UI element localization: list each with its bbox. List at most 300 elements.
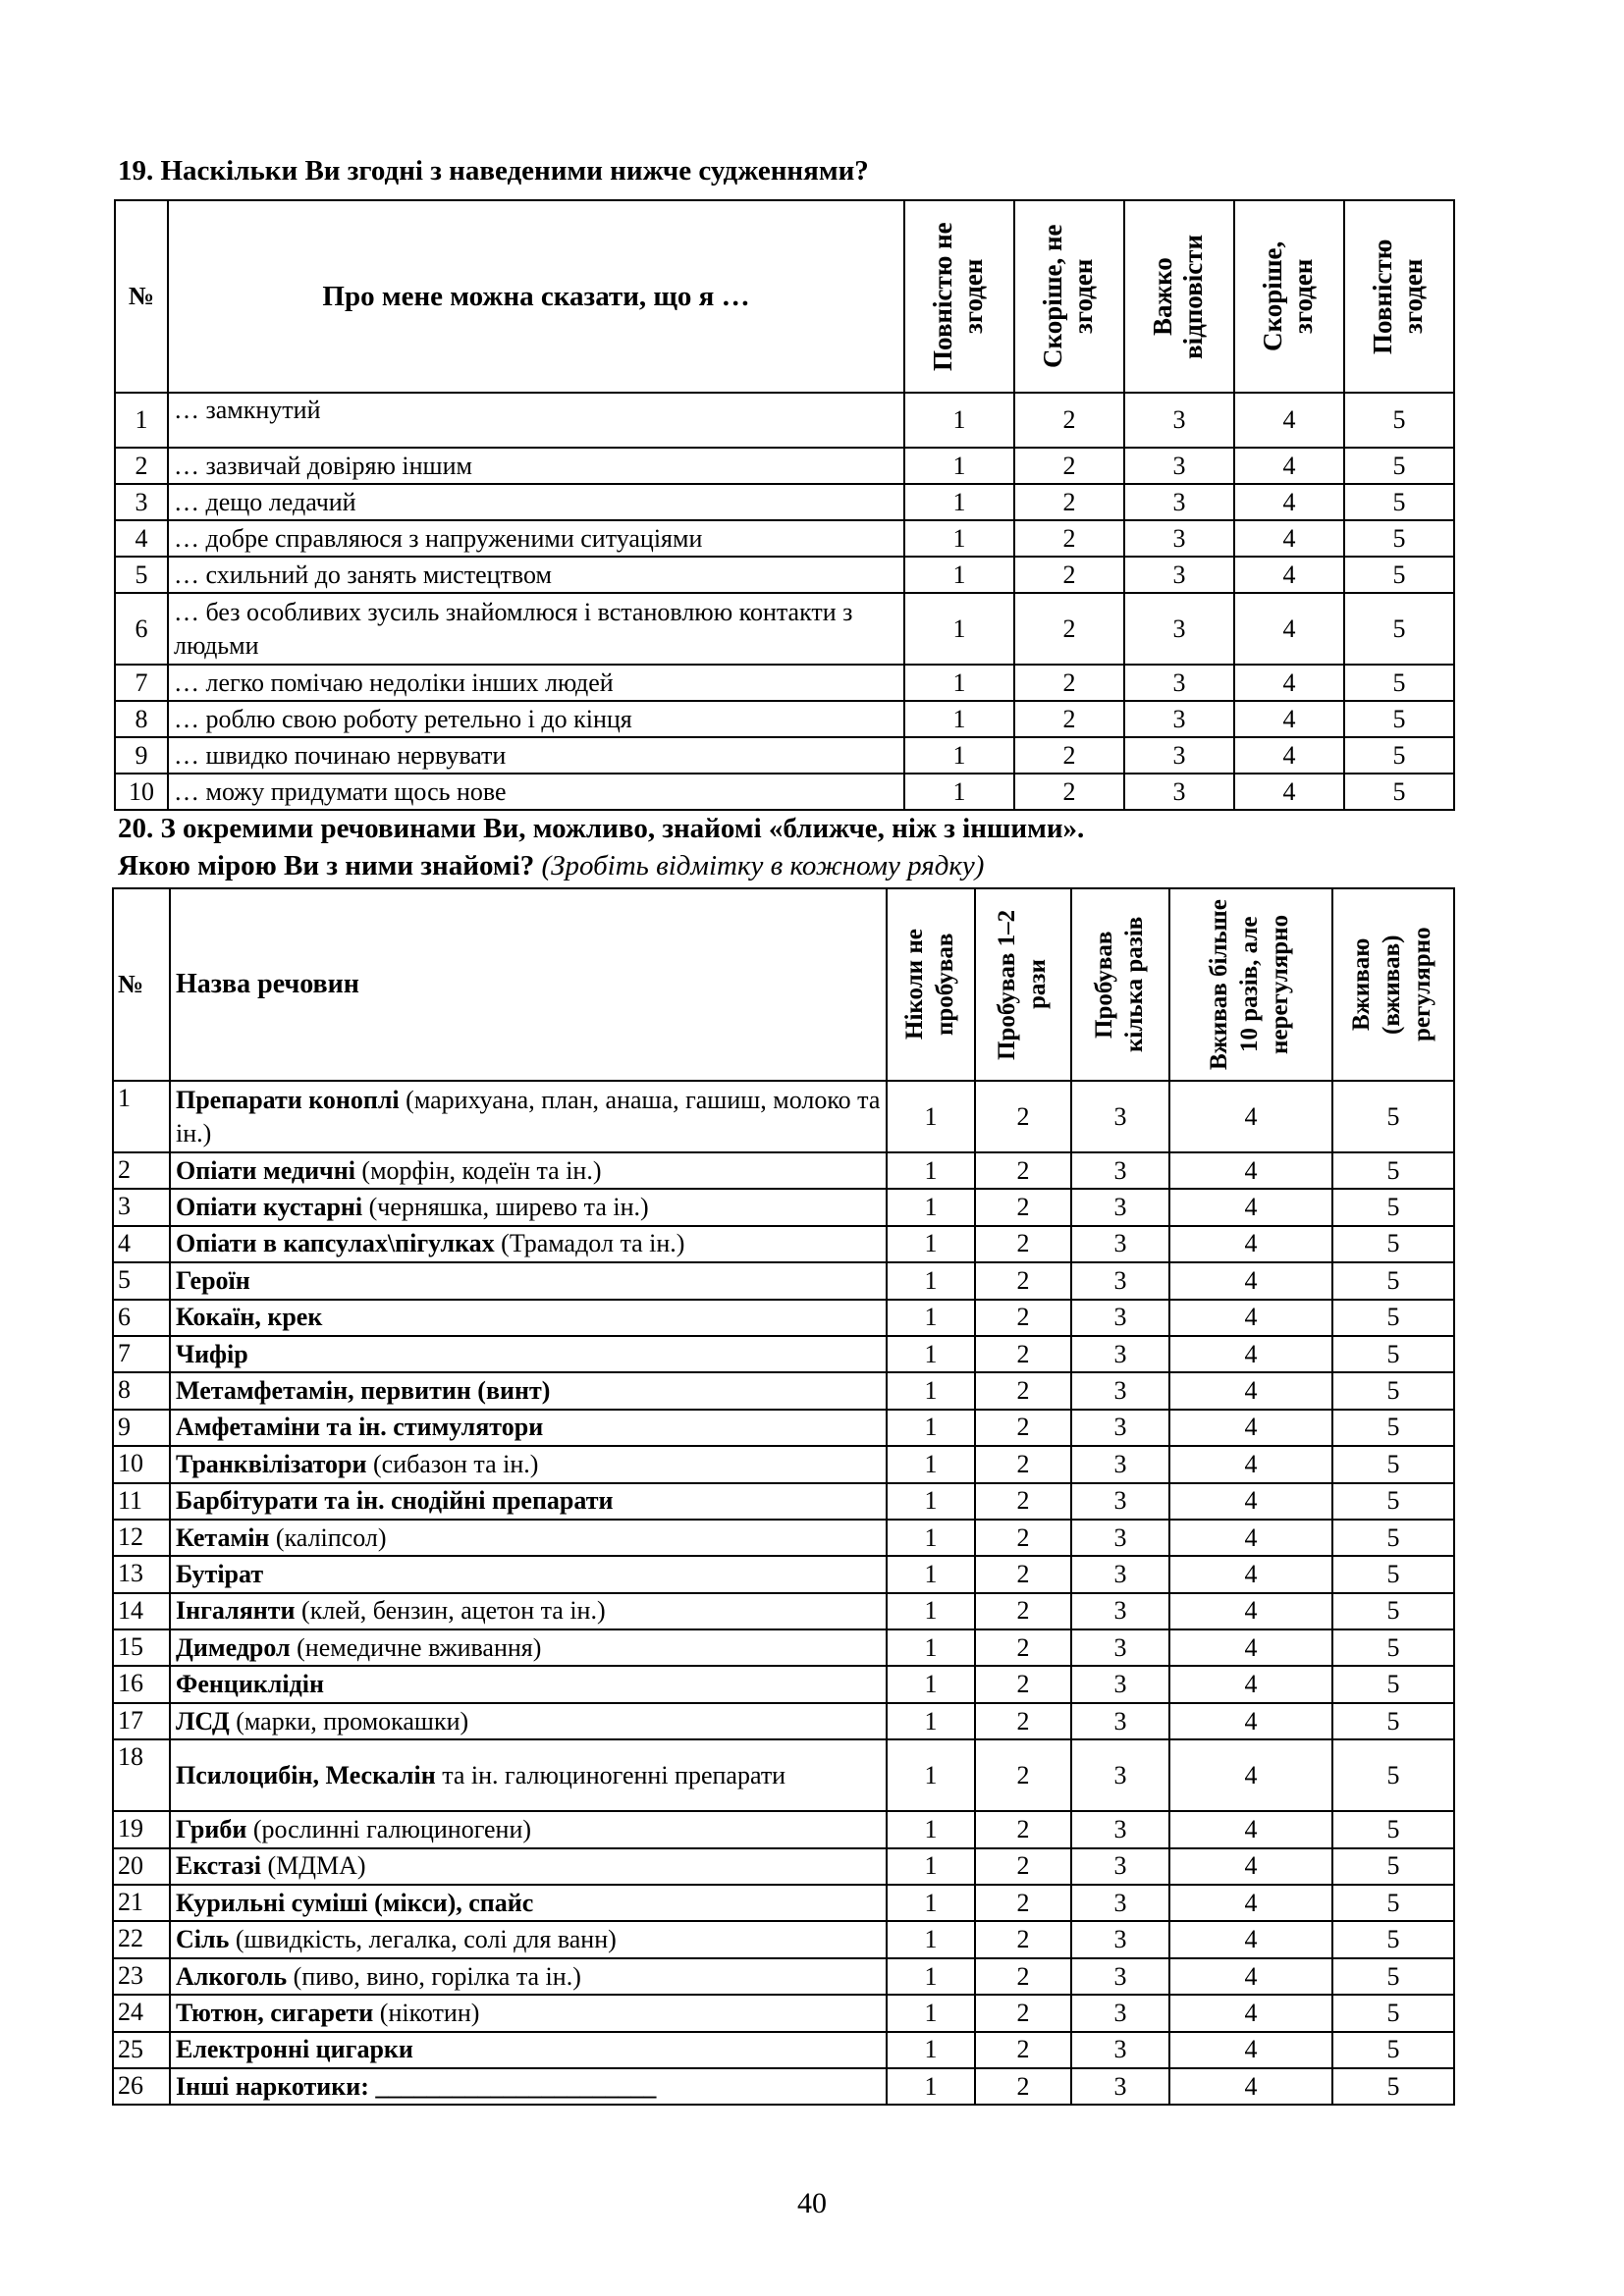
q19-row-statement: … швидко починаю нервувати [168, 737, 904, 774]
q19-answer-option-5[interactable]: 5 [1344, 701, 1454, 737]
q20-row [113, 1739, 1454, 1811]
q20-answer-option-5[interactable]: 5 [1332, 1226, 1454, 1262]
q20-row-number: 17 [113, 1703, 170, 1739]
q19-answer-option-3[interactable]: 3 [1124, 448, 1234, 484]
q20-answer-option-2[interactable]: 2 [975, 1372, 1071, 1409]
q20-answer-option-1[interactable]: 1 [887, 1958, 975, 1995]
q20-answer-option-2[interactable]: 2 [975, 1848, 1071, 1885]
q20-answer-option-4[interactable]: 4 [1169, 1885, 1332, 1921]
q19-row [115, 593, 1454, 665]
q19-answer-option-5[interactable]: 5 [1344, 448, 1454, 484]
q20-substance-name: Курильні суміші (мікси), спайс [176, 1888, 534, 1917]
q20-row-number: 10 [113, 1446, 170, 1482]
q19-row [115, 557, 1454, 593]
page-number: 40 [797, 2187, 827, 2219]
q20-answer-option-3[interactable]: 3 [1071, 1189, 1169, 1225]
q19-answer-option-4[interactable]: 4 [1234, 701, 1344, 737]
q20-row-number: 15 [113, 1629, 170, 1666]
q19-answer-option-2[interactable]: 2 [1014, 774, 1124, 810]
q19-title: 19. Наскільки Ви згодні з наведеними нижче судженнями? [118, 155, 869, 187]
q20-row-substance [170, 1262, 887, 1299]
q20-answer-option-1[interactable]: 1 [887, 2032, 975, 2068]
q19-answer-option-3[interactable]: 3 [1124, 557, 1234, 593]
q20-answer-option-4[interactable]: 4 [1169, 1446, 1332, 1482]
q19-answer-option-2[interactable]: 2 [1014, 448, 1124, 484]
q20-answer-option-5[interactable]: 5 [1332, 1300, 1454, 1336]
q20-row-substance [170, 1556, 887, 1592]
q20-answer-option-5[interactable]: 5 [1332, 1262, 1454, 1299]
q19-row-statement: … добре справляюся з напруженими ситуаціями [168, 520, 904, 557]
q20-answer-option-1[interactable]: 1 [887, 1703, 975, 1739]
q19-answer-option-4[interactable]: 4 [1234, 737, 1344, 774]
q20-row [113, 1300, 1454, 1336]
q19-answer-option-3[interactable]: 3 [1124, 737, 1234, 774]
q20-answer-option-5[interactable]: 5 [1332, 1811, 1454, 1847]
q20-row [113, 1958, 1454, 1995]
q19-answer-option-5[interactable]: 5 [1344, 774, 1454, 810]
q20-answer-option-1[interactable]: 1 [887, 1520, 975, 1556]
q20-answer-option-4[interactable]: 4 [1169, 1189, 1332, 1225]
q20-row [113, 1995, 1454, 2031]
q20-substance-name: Амфетаміни та ін. стимулятори [176, 1413, 544, 1442]
q20-answer-option-1[interactable]: 1 [887, 1995, 975, 2031]
q19-row-statement: … замкнутий [168, 393, 904, 448]
q19-row-number: 7 [115, 665, 168, 701]
q20-answer-option-4[interactable]: 4 [1169, 1372, 1332, 1409]
q20-answer-option-1[interactable]: 1 [887, 1921, 975, 1957]
q19-answer-option-5[interactable]: 5 [1344, 557, 1454, 593]
q19-answer-option-4[interactable]: 4 [1234, 665, 1344, 701]
q20-substance-name: Барбітурати та ін. снодійні препарати [176, 1486, 614, 1516]
q20-answer-option-3[interactable]: 3 [1071, 1262, 1169, 1299]
q20-answer-option-3[interactable]: 3 [1071, 1300, 1169, 1336]
q20-row-substance [170, 2068, 887, 2105]
q20-header-name: Назва речовин [170, 888, 887, 1081]
q20-answer-option-3[interactable]: 3 [1071, 2068, 1169, 2105]
q20-answer-option-3[interactable]: 3 [1071, 1410, 1169, 1446]
q19-answer-option-4[interactable]: 4 [1234, 448, 1344, 484]
q19-answer-option-3[interactable]: 3 [1124, 774, 1234, 810]
q20-answer-option-1[interactable]: 1 [887, 2068, 975, 2105]
q20-answer-option-4[interactable]: 4 [1169, 1262, 1332, 1299]
q20-answer-option-4[interactable]: 4 [1169, 1995, 1332, 2031]
q20-row-substance [170, 1372, 887, 1409]
q20-answer-option-2[interactable]: 2 [975, 1189, 1071, 1225]
q20-answer-option-4[interactable]: 4 [1169, 1520, 1332, 1556]
q20-answer-option-2[interactable]: 2 [975, 1885, 1071, 1921]
q20-substance-note: (рослинні галюциногени) [246, 1814, 532, 1843]
q19-answer-option-4[interactable]: 4 [1234, 557, 1344, 593]
q19-answer-option-5[interactable]: 5 [1344, 665, 1454, 701]
q19-row-number: 9 [115, 737, 168, 774]
q20-answer-option-5[interactable]: 5 [1332, 1446, 1454, 1482]
q19-row-statement: … дещо ледачий [168, 484, 904, 520]
q20-row-substance [170, 1446, 887, 1482]
q20-answer-option-1[interactable]: 1 [887, 1262, 975, 1299]
q20-answer-option-5[interactable]: 5 [1332, 1336, 1454, 1372]
q20-answer-option-4[interactable]: 4 [1169, 1081, 1332, 1152]
q20-substance-name: Псилоцибін, Мескалін [176, 1760, 436, 1789]
q19-row [115, 448, 1454, 484]
q19-row-statement: … можу придумати щось нове [168, 774, 904, 810]
q20-answer-option-3[interactable]: 3 [1071, 1372, 1169, 1409]
q20-answer-option-4[interactable]: 4 [1169, 1483, 1332, 1520]
q20-answer-option-3[interactable]: 3 [1071, 1226, 1169, 1262]
q20-answer-option-2[interactable]: 2 [975, 1336, 1071, 1372]
q20-substance-note: (клей, бензин, ацетон та ін.) [295, 1596, 606, 1626]
q19-answer-option-4[interactable]: 4 [1234, 393, 1344, 448]
q19-row-number: 8 [115, 701, 168, 737]
q20-substance-name: Бутірат [176, 1559, 264, 1588]
q20-answer-option-3[interactable]: 3 [1071, 1081, 1169, 1152]
q20-row [113, 1593, 1454, 1629]
q20-row [113, 1226, 1454, 1262]
q20-answer-option-4[interactable]: 4 [1169, 1152, 1332, 1189]
q19-row [115, 393, 1454, 448]
q20-answer-option-1[interactable]: 1 [887, 1739, 975, 1811]
q20-answer-option-5[interactable]: 5 [1332, 1520, 1454, 1556]
q19-answer-option-1[interactable]: 1 [904, 701, 1014, 737]
q19-header-scale-3: Важко відповісти [1124, 200, 1234, 393]
q19-row-number: 4 [115, 520, 168, 557]
q20-answer-option-1[interactable]: 1 [887, 1629, 975, 1666]
q20-answer-option-2[interactable]: 2 [975, 1152, 1071, 1189]
q20-row-number: 21 [113, 1885, 170, 1921]
q20-row-number: 5 [113, 1262, 170, 1299]
q19-row-number: 10 [115, 774, 168, 810]
q19-answer-option-4[interactable]: 4 [1234, 520, 1344, 557]
q20-answer-option-4[interactable]: 4 [1169, 1593, 1332, 1629]
q20-answer-option-5[interactable]: 5 [1332, 1410, 1454, 1446]
q20-answer-option-3[interactable]: 3 [1071, 1848, 1169, 1885]
q20-answer-option-3[interactable]: 3 [1071, 1885, 1169, 1921]
q20-answer-option-3[interactable]: 3 [1071, 1336, 1169, 1372]
q20-answer-option-1[interactable]: 1 [887, 1885, 975, 1921]
q20-answer-option-2[interactable]: 2 [975, 1629, 1071, 1666]
q20-answer-option-5[interactable]: 5 [1332, 2032, 1454, 2068]
q20-answer-option-3[interactable]: 3 [1071, 1446, 1169, 1482]
q19-answer-option-1[interactable]: 1 [904, 665, 1014, 701]
q20-row-substance [170, 1958, 887, 1995]
q20-substance-name: Кокаїн, крек [176, 1303, 323, 1332]
q20-row [113, 1372, 1454, 1409]
q19-answer-option-3[interactable]: 3 [1124, 701, 1234, 737]
q20-row-substance [170, 1081, 887, 1152]
q19-answer-option-1[interactable]: 1 [904, 484, 1014, 520]
q19-answer-option-1[interactable]: 1 [904, 448, 1014, 484]
q20-answer-option-5[interactable]: 5 [1332, 1666, 1454, 1702]
q20-answer-option-5[interactable]: 5 [1332, 1848, 1454, 1885]
q20-row-substance [170, 1703, 887, 1739]
q20-answer-option-4[interactable]: 4 [1169, 1666, 1332, 1702]
q19-row-number: 2 [115, 448, 168, 484]
q20-row [113, 1262, 1454, 1299]
q20-answer-option-1[interactable]: 1 [887, 1410, 975, 1446]
q19-answer-option-2[interactable]: 2 [1014, 737, 1124, 774]
q20-row-number: 9 [113, 1410, 170, 1446]
q20-substance-note: (нікотин) [373, 1998, 480, 2027]
q20-answer-option-4[interactable]: 4 [1169, 1848, 1332, 1885]
q20-substance-note: та ін. галюциногенні препарати [435, 1760, 786, 1789]
q19-answer-option-2[interactable]: 2 [1014, 701, 1124, 737]
q20-substance-name: Фенциклідін [176, 1670, 324, 1699]
q20-row [113, 1629, 1454, 1666]
q19-row-number: 5 [115, 557, 168, 593]
q20-answer-option-2[interactable]: 2 [975, 1739, 1071, 1811]
q20-row-number: 16 [113, 1666, 170, 1702]
q19-header-scale-1: Повністю не згоден [904, 200, 1014, 393]
q19-answer-option-2[interactable]: 2 [1014, 593, 1124, 665]
q20-answer-option-1[interactable]: 1 [887, 1848, 975, 1885]
q20-answer-option-5[interactable]: 5 [1332, 1081, 1454, 1152]
q20-header-scale-2: Пробував 1–2 рази [975, 888, 1071, 1081]
q20-question: Якою мірою Ви з ними знайомі? [118, 850, 535, 881]
q19-answer-option-5[interactable]: 5 [1344, 520, 1454, 557]
q20-answer-option-5[interactable]: 5 [1332, 1372, 1454, 1409]
q20-answer-option-3[interactable]: 3 [1071, 1629, 1169, 1666]
q20-answer-option-1[interactable]: 1 [887, 1372, 975, 1409]
q20-row-substance [170, 1189, 887, 1225]
q20-answer-option-3[interactable]: 3 [1071, 1703, 1169, 1739]
q20-row [113, 1848, 1454, 1885]
q20-substance-note: (швидкість, легалка, солі для ванн) [229, 1925, 617, 1954]
q20-row-number: 6 [113, 1300, 170, 1336]
q20-row [113, 1885, 1454, 1921]
q20-row [113, 1081, 1454, 1152]
q20-answer-option-1[interactable]: 1 [887, 1189, 975, 1225]
q20-substance-note: (сибазон та ін.) [366, 1449, 539, 1478]
q20-answer-option-2[interactable]: 2 [975, 1300, 1071, 1336]
q20-row-number: 26 [113, 2068, 170, 2105]
q19-answer-option-5[interactable]: 5 [1344, 593, 1454, 665]
q20-answer-option-4[interactable]: 4 [1169, 1703, 1332, 1739]
q20-header-scale-3: Пробував кілька разів [1071, 888, 1169, 1081]
q20-substance-name: Препарати коноплі [176, 1085, 400, 1114]
q20-answer-option-2[interactable]: 2 [975, 1226, 1071, 1262]
q20-row-number: 12 [113, 1520, 170, 1556]
q20-answer-option-1[interactable]: 1 [887, 1152, 975, 1189]
q20-answer-option-5[interactable]: 5 [1332, 1189, 1454, 1225]
q19-row [115, 737, 1454, 774]
q19-answer-option-2[interactable]: 2 [1014, 665, 1124, 701]
q20-answer-option-3[interactable]: 3 [1071, 1152, 1169, 1189]
q20-substance-name: Екстазі [176, 1851, 261, 1881]
q19-answer-option-1[interactable]: 1 [904, 593, 1014, 665]
q19-answer-option-5[interactable]: 5 [1344, 484, 1454, 520]
q20-answer-option-5[interactable]: 5 [1332, 2068, 1454, 2105]
q20-row-number: 18 [113, 1739, 170, 1811]
q20-substance-name: Опіати медичні [176, 1155, 355, 1185]
q19-answer-option-1[interactable]: 1 [904, 557, 1014, 593]
q20-answer-option-2[interactable]: 2 [975, 1262, 1071, 1299]
q20-answer-option-5[interactable]: 5 [1332, 1885, 1454, 1921]
q20-row [113, 1446, 1454, 1482]
q20-answer-option-1[interactable]: 1 [887, 1081, 975, 1152]
q20-row-number: 4 [113, 1226, 170, 1262]
q20-answer-option-2[interactable]: 2 [975, 1811, 1071, 1847]
q20-answer-option-5[interactable]: 5 [1332, 1921, 1454, 1957]
q19-answer-option-3[interactable]: 3 [1124, 665, 1234, 701]
q20-answer-option-4[interactable]: 4 [1169, 1300, 1332, 1336]
q20-row-number: 22 [113, 1921, 170, 1957]
q20-header-scale-5: Вживаю (вживав) регулярно [1332, 888, 1454, 1081]
q20-answer-option-2[interactable]: 2 [975, 1446, 1071, 1482]
q20-answer-option-2[interactable]: 2 [975, 2032, 1071, 2068]
q19-answer-option-2[interactable]: 2 [1014, 484, 1124, 520]
q19-row [115, 701, 1454, 737]
q20-answer-option-4[interactable]: 4 [1169, 2068, 1332, 2105]
q19-answer-option-2[interactable]: 2 [1014, 557, 1124, 593]
q20-answer-option-3[interactable]: 3 [1071, 1556, 1169, 1592]
q19-answer-option-4[interactable]: 4 [1234, 593, 1344, 665]
q20-substance-note: (Трамадол та ін.) [494, 1229, 685, 1258]
q20-row-substance [170, 1995, 887, 2031]
q20-answer-option-4[interactable]: 4 [1169, 1739, 1332, 1811]
q20-subtitle [118, 850, 984, 882]
q20-answer-option-3[interactable]: 3 [1071, 1483, 1169, 1520]
q20-answer-option-4[interactable]: 4 [1169, 1410, 1332, 1446]
q19-answer-option-4[interactable]: 4 [1234, 774, 1344, 810]
q20-answer-option-3[interactable]: 3 [1071, 1666, 1169, 1702]
q20-answer-option-2[interactable]: 2 [975, 1520, 1071, 1556]
q20-answer-option-2[interactable]: 2 [975, 1081, 1071, 1152]
q20-answer-option-5[interactable]: 5 [1332, 1629, 1454, 1666]
q20-answer-option-3[interactable]: 3 [1071, 1739, 1169, 1811]
q20-answer-option-4[interactable]: 4 [1169, 1226, 1332, 1262]
q20-row-substance [170, 1300, 887, 1336]
q20-row-substance [170, 1848, 887, 1885]
q19-answer-option-3[interactable]: 3 [1124, 593, 1234, 665]
q20-answer-option-3[interactable]: 3 [1071, 1593, 1169, 1629]
q20-answer-option-1[interactable]: 1 [887, 1483, 975, 1520]
q20-row [113, 1336, 1454, 1372]
q19-answer-option-1[interactable]: 1 [904, 737, 1014, 774]
q20-answer-option-5[interactable]: 5 [1332, 1958, 1454, 1995]
q20-answer-option-4[interactable]: 4 [1169, 1958, 1332, 1995]
q20-answer-option-3[interactable]: 3 [1071, 1811, 1169, 1847]
q20-answer-option-2[interactable]: 2 [975, 1410, 1071, 1446]
q20-row-number: 7 [113, 1336, 170, 1372]
q20-row-substance [170, 1629, 887, 1666]
q20-answer-option-1[interactable]: 1 [887, 1556, 975, 1592]
q20-row [113, 1666, 1454, 1702]
q19-answer-option-4[interactable]: 4 [1234, 484, 1344, 520]
q20-answer-option-2[interactable]: 2 [975, 1921, 1071, 1957]
q20-answer-option-1[interactable]: 1 [887, 1300, 975, 1336]
q19-answer-option-1[interactable]: 1 [904, 774, 1014, 810]
q20-answer-option-2[interactable]: 2 [975, 1556, 1071, 1592]
q19-answer-option-3[interactable]: 3 [1124, 393, 1234, 448]
q20-answer-option-4[interactable]: 4 [1169, 1336, 1332, 1372]
q20-answer-option-2[interactable]: 2 [975, 1483, 1071, 1520]
q20-answer-option-2[interactable]: 2 [975, 1666, 1071, 1702]
q20-row-number: 23 [113, 1958, 170, 1995]
q19-row-statement: … без особливих зусиль знайомлюся і встановлюю контакти з людьми [168, 593, 904, 665]
q19-answer-option-1[interactable]: 1 [904, 393, 1014, 448]
q20-answer-option-4[interactable]: 4 [1169, 1811, 1332, 1847]
q20-row-substance [170, 1152, 887, 1189]
q20-answer-option-4[interactable]: 4 [1169, 2032, 1332, 2068]
q20-row-substance [170, 1666, 887, 1702]
q20-answer-option-5[interactable]: 5 [1332, 1593, 1454, 1629]
q20-substance-name: Гриби [176, 1814, 247, 1843]
q19-answer-option-5[interactable]: 5 [1344, 393, 1454, 448]
q20-answer-option-5[interactable]: 5 [1332, 1556, 1454, 1592]
q20-answer-option-4[interactable]: 4 [1169, 1921, 1332, 1957]
q20-answer-option-1[interactable]: 1 [887, 1593, 975, 1629]
q20-answer-option-2[interactable]: 2 [975, 1703, 1071, 1739]
q20-header-number: № [113, 888, 170, 1081]
q20-row [113, 1152, 1454, 1189]
q20-answer-option-1[interactable]: 1 [887, 1666, 975, 1702]
q20-row-substance [170, 1593, 887, 1629]
q20-row [113, 2068, 1454, 2105]
q20-answer-option-2[interactable]: 2 [975, 1958, 1071, 1995]
q20-answer-option-5[interactable]: 5 [1332, 1739, 1454, 1811]
q20-answer-option-5[interactable]: 5 [1332, 1995, 1454, 2031]
q20-answer-option-2[interactable]: 2 [975, 2068, 1071, 2105]
q20-substance-note: (морфін, кодеїн та ін.) [354, 1155, 602, 1185]
q19-answer-option-5[interactable]: 5 [1344, 737, 1454, 774]
q20-substance-note: (немедичне вживання) [290, 1632, 542, 1662]
q20-row [113, 1520, 1454, 1556]
q20-row [113, 1703, 1454, 1739]
q20-row-substance [170, 1520, 887, 1556]
q20-row [113, 1921, 1454, 1957]
q20-answer-option-1[interactable]: 1 [887, 1336, 975, 1372]
q20-row [113, 2032, 1454, 2068]
q19-header-scale-5: Повністю згоден [1344, 200, 1454, 393]
q19-answer-option-1[interactable]: 1 [904, 520, 1014, 557]
q20-answer-option-1[interactable]: 1 [887, 1446, 975, 1482]
q20-answer-option-1[interactable]: 1 [887, 1226, 975, 1262]
q19-header-statement: Про мене можна сказати, що я … [168, 200, 904, 393]
q20-substance-name: Героїн [176, 1265, 250, 1295]
q20-substance-name: Тютюн, сигарети [176, 1998, 374, 2027]
q20-answer-option-3[interactable]: 3 [1071, 1995, 1169, 2031]
q20-row-number: 19 [113, 1811, 170, 1847]
q19-answer-option-3[interactable]: 3 [1124, 520, 1234, 557]
q20-answer-option-5[interactable]: 5 [1332, 1703, 1454, 1739]
q20-substance-name: Опіати кустарні [176, 1193, 363, 1222]
q19-row-statement: … зазвичай довіряю іншим [168, 448, 904, 484]
q19-row-number: 3 [115, 484, 168, 520]
q19-answer-option-2[interactable]: 2 [1014, 520, 1124, 557]
q20-answer-option-3[interactable]: 3 [1071, 1958, 1169, 1995]
q20-answer-option-3[interactable]: 3 [1071, 1520, 1169, 1556]
q20-answer-option-2[interactable]: 2 [975, 1995, 1071, 2031]
q19-answer-option-3[interactable]: 3 [1124, 484, 1234, 520]
q20-answer-option-3[interactable]: 3 [1071, 1921, 1169, 1957]
q19-row-number: 1 [115, 393, 168, 448]
q20-row-substance [170, 1811, 887, 1847]
q20-answer-option-4[interactable]: 4 [1169, 1629, 1332, 1666]
q19-answer-option-2[interactable]: 2 [1014, 393, 1124, 448]
q19-row-statement: … легко помічаю недоліки інших людей [168, 665, 904, 701]
q19-row-statement: … схильний до занять мистецтвом [168, 557, 904, 593]
q20-answer-option-1[interactable]: 1 [887, 1811, 975, 1847]
q20-hint: (Зробіть відмітку в кожному рядку) [541, 850, 985, 881]
q20-substance-note: (черняшка, ширево та ін.) [362, 1193, 649, 1222]
q20-answer-option-5[interactable]: 5 [1332, 1483, 1454, 1520]
q20-answer-option-5[interactable]: 5 [1332, 1152, 1454, 1189]
q20-answer-option-2[interactable]: 2 [975, 1593, 1071, 1629]
q20-row-number: 14 [113, 1593, 170, 1629]
q19-row [115, 774, 1454, 810]
q20-answer-option-4[interactable]: 4 [1169, 1556, 1332, 1592]
q20-answer-option-3[interactable]: 3 [1071, 2032, 1169, 2068]
q20-header-scale-1: Ніколи не пробував [887, 888, 975, 1081]
